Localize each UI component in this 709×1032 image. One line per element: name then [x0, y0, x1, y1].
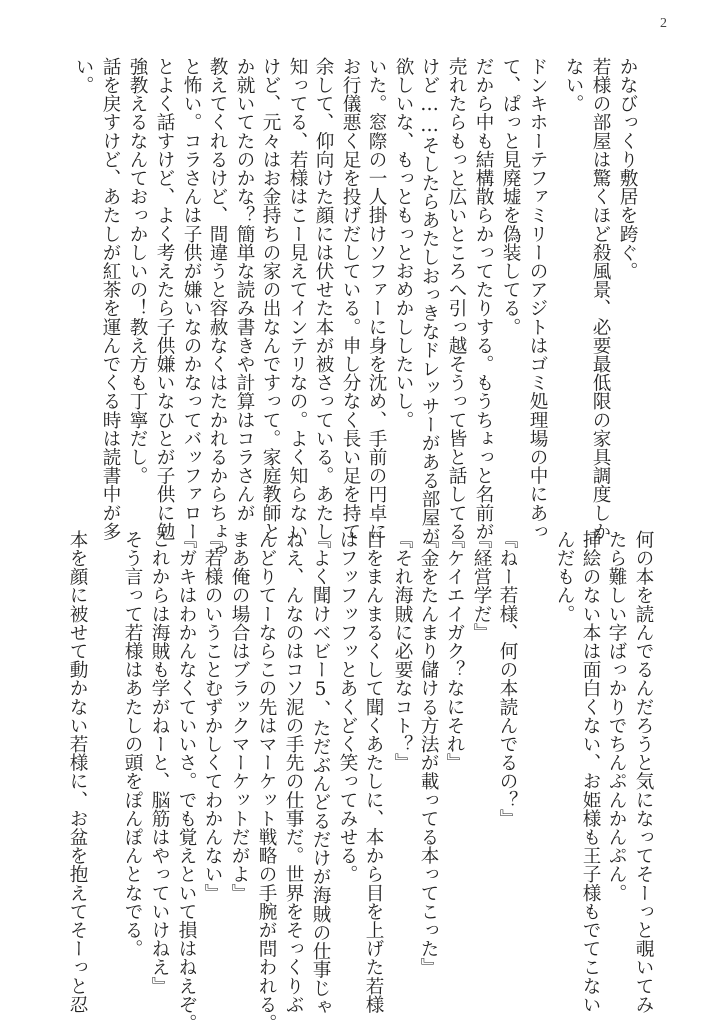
- dialogue-line: 『ねー若様、何の本読んでるの？』: [497, 530, 518, 828]
- text-line: んだもん。: [554, 530, 575, 623]
- text-line: て、ぱっと見廃墟を偽装してる。: [500, 57, 521, 336]
- text-line: 売れたらもっと広いところへ引っ越そうって皆と話してる: [446, 57, 467, 541]
- text-line: 教えてくれるけど、間違うと容赦なくはたかれるからちょっ: [207, 57, 228, 560]
- dialogue-line: 『若様のいうことむずかしくてわかんない』: [202, 530, 223, 902]
- text-line: とよく話すけど、よく考えたら子供嫌いなひとが子供に勉: [154, 57, 175, 541]
- text-line: 欲しいな、もっともっとおめかししたいし。: [393, 57, 414, 429]
- text-line: と怖い。コラさんは子供が嫌いなのかなってバッファロー: [181, 57, 202, 541]
- text-line: 若様の部屋は驚くほど殺風景、必要最低限の家具調度しか: [590, 57, 611, 541]
- dialogue-line: んどりてーならこの先はマーケット戦略の手腕が問われる。: [256, 530, 277, 1032]
- text-line: お行儀悪く足を投げだしている。申し分なく長い足を持て: [340, 57, 361, 541]
- dialogue-line: 『経営学だ』: [471, 530, 492, 642]
- dialogue-line: これからは海賊も学がねーと、脳筋はやっていけねえ』: [149, 530, 170, 995]
- text-line: 知ってる、若様はこー見えてインテリなの。よく知らない: [287, 57, 308, 541]
- text-line: 余して、仰向けた顔には伏せた本が被さっている。あたし: [313, 57, 334, 541]
- dialogue-line: 『それ海賊に必要なコト？』: [392, 530, 413, 772]
- dialogue-line: まあ俺の場合はブラックマーケットだがよ』: [229, 530, 250, 902]
- text-line: い。: [73, 57, 94, 95]
- text-line: 何の本を読んでるんだろうと気になってそーっと覗いてみ: [633, 530, 654, 1014]
- text-line: そう言って若様はあたしの頭をぽんぽんとなでる。: [122, 530, 143, 958]
- text-line: 本を顔に被せて動かない若様に、お盆を抱えてそーっと忍: [67, 530, 88, 1014]
- text-line: だから中も結構散らかってたりする。もうちょっと名前が: [473, 57, 494, 541]
- text-line: たら難しい字ばっかりでちんぷんかんぷん。: [606, 530, 627, 902]
- dialogue-line: 『ガキはわかんなくていいさ。でも覚えといて損はねえぞ。: [176, 530, 197, 1032]
- dialogue-line: 『よく聞けベビー5、ただぶんどるだけが海賊の仕事じゃ: [310, 530, 331, 1016]
- text-line: 話を戻すけど、あたしが紅茶を運んでくる時は読書中が多: [100, 57, 121, 541]
- text-line: いた。窓際の一人掛けソファーに身を沈め、手前の円卓に: [366, 57, 387, 541]
- text-line: はフッフッフッとあくどく笑ってみせる。: [337, 530, 358, 884]
- dialogue-line: 『金をたんまり儲ける方法が載ってる本ってこった』: [418, 530, 439, 977]
- page-number: 2: [660, 16, 667, 31]
- text-line: か就いてたのかな？簡単な読み書きや計算はコラさんが: [234, 57, 255, 522]
- text-line: かなびっくり敷居を跨ぐ。: [617, 57, 638, 281]
- text-line: けど……そしたらあたしおっきなドレッサーがある部屋が: [419, 57, 440, 546]
- text-line: けど、元々はお金持ちの家の出なんですって。家庭教師と: [260, 57, 281, 541]
- text-line: 挿絵のない本は面白くない、お姫様も王子様もでてこない: [580, 530, 601, 1014]
- dialogue-line: 『ケイエイガク？なにそれ』: [444, 530, 465, 772]
- text-line: 目をまんまるくして聞くあたしに、本から目を上げた若様: [363, 530, 384, 1014]
- text-line: ない。: [563, 57, 584, 113]
- text-line: ドンキホーテファミリーのアジトはゴミ処理場の中にあっ: [527, 57, 548, 541]
- text-line: 強教えるなんておっかしいの！教え方も丁寧だし。: [127, 57, 148, 485]
- dialogue-line: ねえ、んなのはコソ泥の手先の仕事だ。世界をそっくりぶ: [283, 530, 304, 1014]
